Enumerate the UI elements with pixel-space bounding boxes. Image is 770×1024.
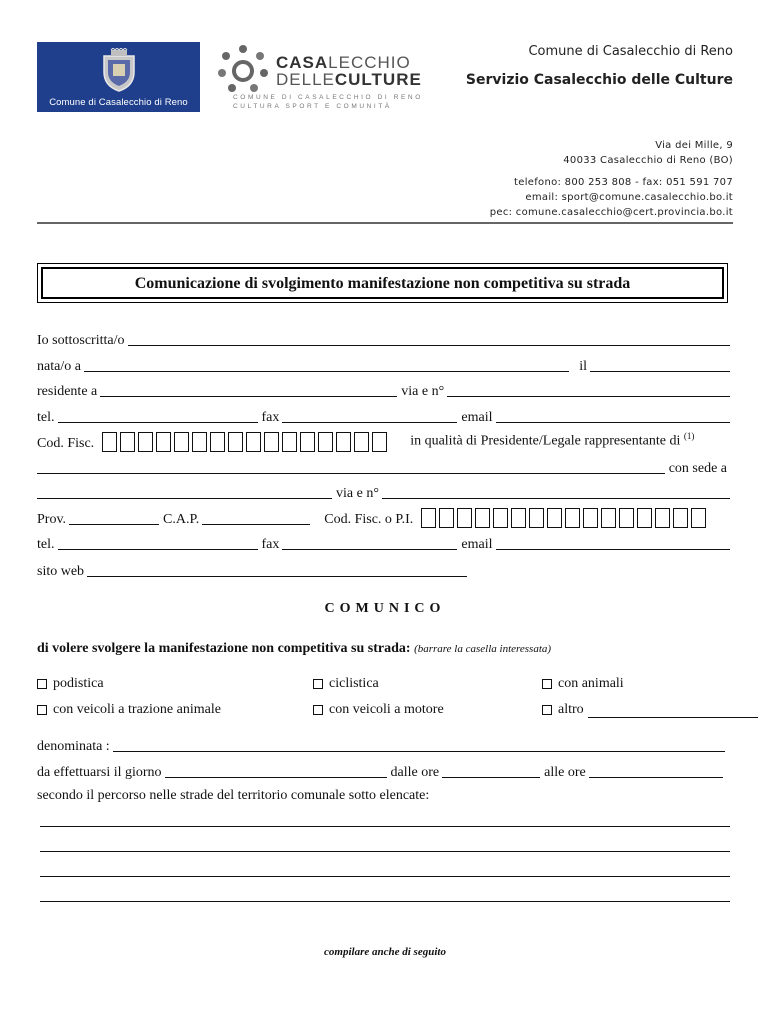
option-altro[interactable]: altro: [542, 702, 758, 718]
option-trazione[interactable]: con veicoli a trazione animale: [37, 702, 221, 718]
gear-people-icon: [216, 42, 270, 96]
char-box[interactable]: [475, 508, 490, 528]
row-giorno: [37, 762, 723, 782]
cf-pi-boxes[interactable]: [421, 508, 709, 528]
char-box[interactable]: [246, 432, 261, 452]
field-associazione[interactable]: [37, 473, 665, 474]
row-sede-via: [37, 483, 730, 503]
char-box[interactable]: [493, 508, 508, 528]
percorso-line[interactable]: [40, 851, 730, 852]
address-line: 40033 Casalecchio di Reno (BO): [563, 155, 733, 166]
char-box[interactable]: [120, 432, 135, 452]
brand-line-2: DELLECULTURE: [276, 70, 422, 89]
char-box[interactable]: [439, 508, 454, 528]
header-comune: Comune di Casalecchio di Reno: [528, 44, 733, 59]
label-nato: nata/o a: [37, 359, 81, 374]
footer-note: compilare anche di seguito: [324, 946, 446, 958]
label-giorno: da effettuarsi il giorno: [37, 765, 162, 780]
label-dalle: dalle ore: [390, 765, 440, 780]
char-box[interactable]: [565, 508, 580, 528]
char-box[interactable]: [156, 432, 171, 452]
option-motore[interactable]: con veicoli a motore: [313, 702, 444, 718]
field-tel-sede[interactable]: [58, 549, 258, 550]
email-address: email: sport@comune.casalecchio.bo.it: [525, 192, 733, 203]
label-email: email: [461, 410, 493, 425]
address-block: [563, 138, 733, 168]
char-box[interactable]: [547, 508, 562, 528]
field-sede-via[interactable]: [382, 498, 730, 499]
field-dalle[interactable]: [442, 777, 540, 778]
label-qualita: in qualità di Presidente/Legale rappresentante di $^{(1)}$: [410, 431, 695, 449]
label-il: il: [579, 359, 587, 374]
row-nascita: [37, 356, 730, 376]
header-servizio: Servizio Casalecchio delle Culture: [465, 72, 733, 88]
char-box[interactable]: [673, 508, 688, 528]
field-email[interactable]: [496, 422, 731, 423]
contacts-block: [490, 175, 733, 220]
label-sito: sito web: [37, 564, 85, 579]
row-contatti: [37, 407, 730, 427]
checkbox-altro[interactable]: [542, 705, 552, 715]
field-email-sede[interactable]: [496, 549, 731, 550]
char-box[interactable]: [192, 432, 207, 452]
label-fax-sede: fax: [261, 537, 280, 552]
form-title: Comunicazione di svolgimento manifestazione non competitiva su strada: [41, 267, 724, 299]
char-box[interactable]: [228, 432, 243, 452]
field-cap[interactable]: [202, 524, 310, 525]
field-prov[interactable]: [69, 524, 159, 525]
option-animali[interactable]: con animali: [542, 676, 624, 692]
field-data-nascita[interactable]: [590, 371, 730, 372]
label-tel: tel.: [37, 410, 55, 425]
field-residenza[interactable]: [100, 396, 397, 397]
char-box[interactable]: [372, 432, 387, 452]
casalecchio-culture-logo: [216, 42, 428, 114]
percorso-line[interactable]: [40, 901, 730, 902]
label-cap: C.A.P.: [163, 512, 200, 527]
row-denominata: [37, 736, 725, 756]
checkbox-podistica[interactable]: [37, 679, 47, 689]
char-box[interactable]: [511, 508, 526, 528]
char-box[interactable]: [421, 508, 436, 528]
row-codice-fiscale: [37, 429, 730, 453]
char-box[interactable]: [619, 508, 634, 528]
header-divider: [37, 222, 733, 224]
row-sottoscritto: [37, 330, 730, 350]
field-luogo-nascita[interactable]: [84, 371, 569, 372]
char-box[interactable]: [601, 508, 616, 528]
label-prov: Prov.: [37, 512, 67, 527]
field-fax[interactable]: [282, 422, 457, 423]
field-via[interactable]: [447, 396, 730, 397]
label-tel-sede: tel.: [37, 537, 55, 552]
cod-fisc-boxes[interactable]: [102, 432, 390, 452]
brand-subline-1: COMUNE DI CASALECCHIO DI RENO: [233, 94, 423, 101]
char-box[interactable]: [300, 432, 315, 452]
field-alle[interactable]: [589, 777, 723, 778]
label-via: via e n°: [401, 384, 445, 399]
percorso-line[interactable]: [40, 876, 730, 877]
char-box[interactable]: [583, 508, 598, 528]
volere-text: di volere svolgere la manifestazione non competitiva su strada: (barrare la casella interessata): [37, 641, 552, 656]
label-sede-via: via e n°: [336, 486, 379, 501]
char-box[interactable]: [102, 432, 117, 452]
checkbox-trazione[interactable]: [37, 705, 47, 715]
field-sito[interactable]: [87, 576, 467, 577]
option-podistica[interactable]: podistica: [37, 676, 104, 692]
char-box[interactable]: [655, 508, 670, 528]
phone-fax: telefono: 800 253 808 - fax: 051 591 707: [514, 177, 733, 188]
percorso-text: secondo il percorso nelle strade del territorio comunale sotto elencate:: [37, 788, 430, 803]
char-box[interactable]: [336, 432, 351, 452]
comunico-heading: COMUNICO: [324, 601, 446, 616]
checkbox-animali[interactable]: [542, 679, 552, 689]
label-sede: con sede a: [668, 461, 727, 476]
comune-logo: [37, 42, 200, 112]
label-fax: fax: [261, 410, 280, 425]
option-ciclistica[interactable]: ciclistica: [313, 676, 379, 692]
label-denominata: denominata :: [37, 739, 110, 754]
char-box[interactable]: [691, 508, 706, 528]
pec-address: pec: comune.casalecchio@cert.provincia.bo.it: [489, 207, 733, 218]
char-box[interactable]: [529, 508, 544, 528]
checkbox-ciclistica[interactable]: [313, 679, 323, 689]
char-box[interactable]: [637, 508, 652, 528]
title-frame: [37, 263, 728, 303]
field-denominata[interactable]: [113, 751, 725, 752]
row-sito: [37, 561, 467, 581]
field-giorno[interactable]: [165, 777, 387, 778]
brand-line-1: CASALECCHIO: [276, 53, 411, 72]
char-box[interactable]: [174, 432, 189, 452]
label-residente: residente a: [37, 384, 98, 399]
logo-caption: Comune di Casalecchio di Reno: [49, 97, 188, 108]
percorso-line[interactable]: [40, 826, 730, 827]
row-residenza: [37, 381, 730, 401]
field-sede[interactable]: [37, 498, 332, 499]
checkbox-motore[interactable]: [313, 705, 323, 715]
char-box[interactable]: [282, 432, 297, 452]
row-prov: [37, 503, 730, 529]
field-nome[interactable]: [128, 345, 731, 346]
field-altro[interactable]: [588, 717, 758, 718]
field-tel[interactable]: [58, 422, 258, 423]
label-cod-fisc: Cod. Fisc.: [37, 436, 95, 451]
label-sottoscritto: Io sottoscritta/o: [37, 333, 125, 348]
row-sede: [37, 458, 730, 478]
label-cf-pi: Cod. Fisc. o P.I.: [324, 512, 414, 527]
label-email-sede: email: [461, 537, 493, 552]
crest-icon: [98, 48, 140, 92]
char-box[interactable]: [264, 432, 279, 452]
char-box[interactable]: [210, 432, 225, 452]
row-contatti-sede: [37, 534, 730, 554]
address-line: Via dei Mille, 9: [655, 140, 733, 151]
char-box[interactable]: [354, 432, 369, 452]
label-alle: alle ore: [544, 765, 586, 780]
brand-subline-2: CULTURA SPORT E COMUNITÀ: [233, 103, 392, 110]
field-fax-sede[interactable]: [282, 549, 457, 550]
char-box[interactable]: [318, 432, 333, 452]
char-box[interactable]: [457, 508, 472, 528]
char-box[interactable]: [138, 432, 153, 452]
